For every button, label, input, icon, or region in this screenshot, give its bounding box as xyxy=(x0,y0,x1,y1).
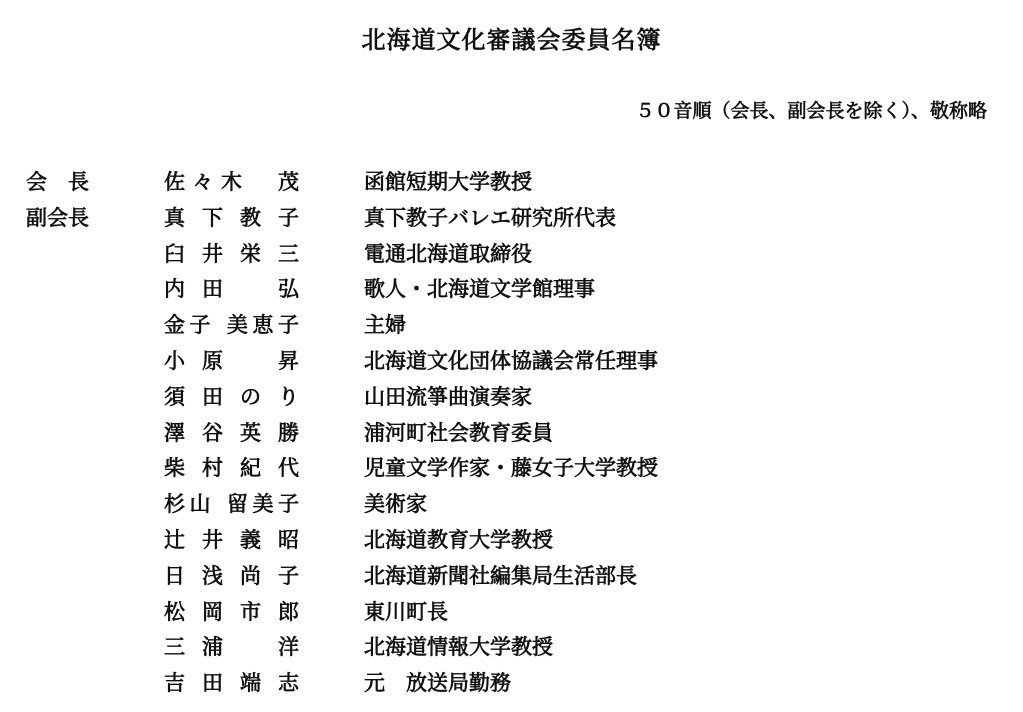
member-row xyxy=(0,271,1023,307)
member-name: 真下教子 xyxy=(164,205,299,230)
ordering-note: ５０音順（会長、副会長を除く）、敬称略 xyxy=(635,100,987,122)
member-row xyxy=(0,522,1023,558)
member-affiliation: 北海道文化団体協議会常任理事 xyxy=(364,348,658,373)
member-name: 松岡市郎 xyxy=(164,599,299,624)
member-name: 金子 美恵子 xyxy=(164,313,299,338)
member-affiliation: 児童文学作家・藤女子大学教授 xyxy=(364,456,658,481)
member-row xyxy=(0,594,1023,630)
member-affiliation: 元 放送局勤務 xyxy=(364,671,511,696)
member-row xyxy=(0,307,1023,343)
member-role: 副会長 xyxy=(26,205,89,230)
member-role: 会 長 xyxy=(26,170,89,194)
member-affiliation: 函館短期大学教授 xyxy=(364,170,532,194)
member-name: 佐々木 茂 xyxy=(164,170,299,194)
member-affiliation: 主婦 xyxy=(364,313,406,338)
member-name: 臼井栄三 xyxy=(164,241,299,266)
member-affiliation: 山田流箏曲演奏家 xyxy=(364,384,532,409)
member-row xyxy=(0,486,1023,522)
member-name: 辻井義昭 xyxy=(164,527,299,552)
member-name: 柴村紀代 xyxy=(164,456,299,481)
member-name: 吉田端志 xyxy=(164,671,299,696)
member-row xyxy=(0,200,1023,236)
member-name: 小原 昇 xyxy=(164,348,299,373)
member-name: 三浦 洋 xyxy=(164,635,299,660)
member-row xyxy=(0,236,1023,272)
member-row xyxy=(0,665,1023,701)
member-row xyxy=(0,379,1023,415)
member-affiliation: 浦河町社会教育委員 xyxy=(364,420,553,445)
member-name: 日浅尚子 xyxy=(164,563,299,588)
member-row xyxy=(0,629,1023,665)
member-affiliation: 北海道教育大学教授 xyxy=(364,527,553,552)
member-row xyxy=(0,343,1023,379)
document-title: 北海道文化審議会委員名簿 xyxy=(361,26,662,54)
member-affiliation: 歌人・北海道文学館理事 xyxy=(364,277,595,302)
member-name: 澤谷英勝 xyxy=(164,420,299,445)
member-affiliation: 美術家 xyxy=(364,492,427,517)
member-affiliation: 真下教子バレエ研究所代表 xyxy=(364,205,616,230)
member-name: 須田のり xyxy=(164,384,299,409)
member-row xyxy=(0,164,1023,200)
member-affiliation: 東川町長 xyxy=(364,599,448,624)
member-affiliation: 北海道新聞社編集局生活部長 xyxy=(364,563,637,588)
member-name: 杉山 留美子 xyxy=(164,492,299,517)
member-roster xyxy=(0,164,1023,701)
member-row xyxy=(0,558,1023,594)
member-row xyxy=(0,450,1023,486)
member-name: 内田 弘 xyxy=(164,277,299,302)
member-affiliation: 北海道情報大学教授 xyxy=(364,635,553,660)
member-row xyxy=(0,415,1023,451)
member-affiliation: 電通北海道取締役 xyxy=(364,241,532,266)
